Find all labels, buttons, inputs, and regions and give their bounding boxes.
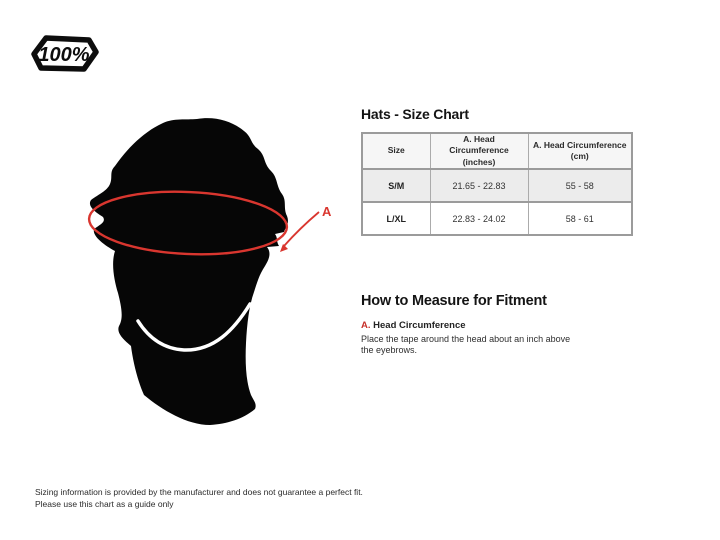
column-header-cm: A. Head Circumference (cm) [528,133,632,169]
cell-inches-lxl: 22.83 - 24.02 [430,202,528,235]
cell-inches-sm: 21.65 - 22.83 [430,169,528,202]
measurement-letter: A. [361,320,371,331]
size-chart-section [361,106,633,236]
cell-cm-sm: 55 - 58 [528,169,632,202]
table-row-sm [362,169,632,202]
table-row-lxl [362,202,632,235]
measurement-name: Head Circumference [370,320,466,331]
how-to-measure-title: How to Measure for Fitment [361,293,547,309]
measurement-arrow-head-icon [280,244,288,252]
cell-size-lxl: L/XL [362,202,430,235]
cell-cm-lxl: 58 - 61 [528,202,632,235]
column-header-size: Size [362,133,430,169]
footer-line-1: Sizing information is provided by the manufacturer and does not guarantee a perfect fit. [35,487,363,497]
footer-line-2: Please use this chart as a guide only [35,498,174,509]
table-header-row [362,133,632,169]
measurement-label-a: A [322,204,332,219]
footer-disclaimer [35,487,363,511]
measurement-instruction: Place the tape around the head about an inch above the eyebrows. [361,334,571,356]
column-header-inches: A. Head Circumference (inches) [430,133,528,169]
head-silhouette [90,118,288,425]
logo-text: 100% [38,44,90,66]
brand-logo [34,38,96,69]
how-to-measure-section [361,293,591,357]
measurement-arrow-line [284,212,319,246]
size-chart-table [361,132,633,236]
size-chart-title: Hats - Size Chart [361,106,469,122]
measurement-name-label [361,320,591,331]
cell-size-sm: S/M [362,169,430,202]
